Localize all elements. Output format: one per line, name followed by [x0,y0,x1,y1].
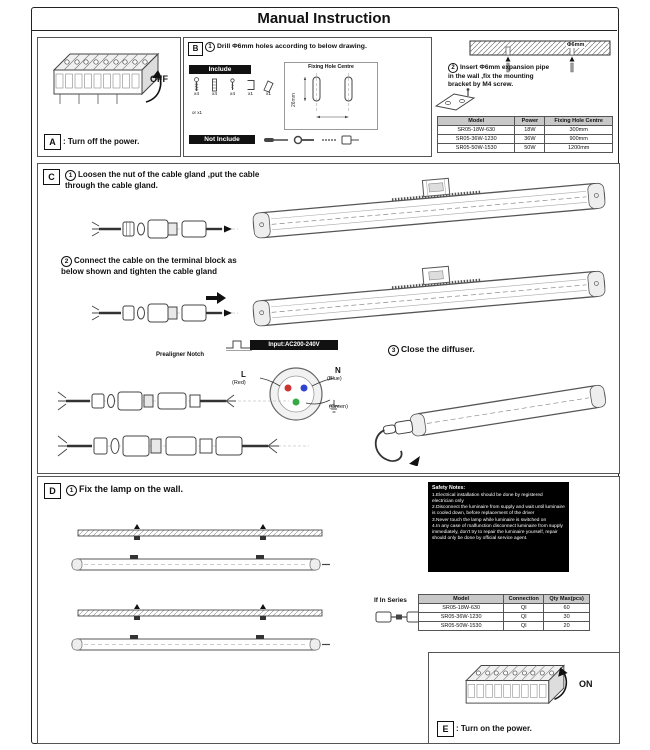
not-include-header: Not Include [189,135,255,144]
include-qty: x4 [229,92,236,97]
lamp-closed-diagram [368,358,618,466]
step-text: Close the diffuser. [401,344,475,354]
neutral-label: N [335,366,341,375]
header-cell: Connection [504,595,544,604]
include-qty: x1 [247,92,254,97]
step-c3 [388,344,475,356]
lamp-open-diagram-1 [243,164,617,256]
cell-model: SR05-18W-630 [438,126,515,135]
live-color-label: (Red) [232,380,246,386]
table-header-row [438,117,613,126]
on-label: ON [579,679,593,689]
step-number: 1 [66,485,77,496]
include-header: Include [189,65,251,74]
step-number: 1 [65,170,76,181]
section-c [37,163,620,474]
section-d-label: D [44,483,61,499]
cell-model: SR05-50W-1530 [419,622,504,631]
terminal-block-on-diagram [455,658,575,720]
table-row [438,135,613,144]
cell-model: SR05-50W-1530 [438,144,515,153]
step-number: 2 [448,63,458,73]
fixing-hole-centre-box [284,62,378,130]
earth-color-label: (Green) [329,404,348,410]
lamp-open-diagram-2 [243,250,617,346]
live-label: L [241,370,246,379]
safety-note-line: 2.Disconnect the luminaire from supply and wait until luminaire is cooled down, before replacement of the driver [432,505,565,517]
fixing-hole-centre-title: Fixing Hole Centre [308,64,354,70]
tools-icons [262,132,374,148]
cell-qty: 30 [544,613,590,622]
step-number: 2 [61,256,72,267]
step-c2 [61,256,241,277]
step-text: Fix the lamp on the wall. [79,484,184,494]
safety-note-line: 1.Electrical installation should be done by registered electrician only [432,492,543,504]
section-b [183,37,432,157]
step-text: Connect the cable on the terminal block as below shown and tighten the cable gland [61,256,237,276]
if-in-series-label: If In Series [374,597,407,604]
wall-hole-dim: Φ6mm [567,42,585,48]
table-row [438,144,613,153]
include-note: or x1 [192,110,203,115]
safety-notes [428,482,569,572]
connector-exploded-1 [56,382,291,420]
include-item [207,77,222,98]
clip-icon [244,77,257,93]
cell-connection: QI [504,613,544,622]
cell-connection: QI [504,604,544,613]
section-a-caption: : Turn off the power. [63,137,140,146]
expansion-pipe-icon [208,77,221,93]
include-item [261,77,276,98]
include-item [189,77,204,98]
include-qty: x4 [193,92,200,97]
mounting-rail-diagram-1 [76,523,324,543]
cell-model: SR05-36W-1230 [419,613,504,622]
section-e-label: E [437,721,454,737]
cell-hole-centre: 300mm [545,126,613,135]
series-qty-table [418,594,590,631]
table-header-row [419,595,590,604]
include-items [189,77,276,98]
safety-notes-title: Safety Notes: [432,485,466,491]
cell-power: 18W [515,126,545,135]
header-cell: Model [419,595,504,604]
step-b2 [448,63,554,90]
header-cell: Qty Max(pcs) [544,595,590,604]
mounting-bracket-diagram [432,88,478,114]
cell-hole-centre: 900mm [545,135,613,144]
mounting-rail-diagram-2 [76,603,324,623]
include-item [225,77,240,98]
section-a [37,37,181,157]
cell-hole-centre: 1200mm [545,144,613,153]
step-b1 [205,42,367,52]
table-row [438,126,613,135]
safety-note-line: 4.In any case of malfunction disconnect luminaire from supply immediately, don't try to repair the luminaire yourself, repair should only be done by official service agent. [432,523,563,542]
cell-qty: 60 [544,604,590,613]
step-number: 1 [205,42,215,52]
include-qty: x4 [211,92,218,97]
section-a-label: A [44,134,61,150]
step-text: Drill Φ6mm holes according to below drawing. [217,43,367,50]
lamp-wall-diagram-2 [70,633,332,655]
lamp-wall-diagram-1 [70,553,332,575]
cell-connection: QI [504,622,544,631]
include-qty: x1 [265,92,272,97]
table-row [419,604,590,613]
table-row [419,622,590,631]
page-title: Manual Instruction [31,7,617,31]
header-cell: Model [438,117,515,126]
table-row [419,613,590,622]
bracket-icon [262,77,275,93]
header-cell: Fixing Hole Centre [545,117,613,126]
fixing-hole-table [437,116,613,153]
fixing-hole-drawing [285,71,375,125]
neutral-color-label: (Blue) [327,376,342,382]
neutral-terminal-dot [301,385,308,392]
cell-model: SR05-36W-1230 [438,135,515,144]
cell-qty: 20 [544,622,590,631]
prealigner-notch-label: Prealigner Notch [156,352,205,358]
dim-26mm: 26mm [291,93,297,107]
section-e-caption: : Turn on the power. [456,724,532,733]
connector-exploded-2 [56,424,311,468]
cell-power: 36W [515,135,545,144]
header-cell: Power [515,117,545,126]
cable-gland-exploded-1 [90,212,240,246]
step-number: 3 [388,345,399,356]
cell-power: 50W [515,144,545,153]
earth-terminal-dot [293,399,300,406]
cell-model: SR05-18W-630 [419,604,504,613]
step-d1 [66,484,183,496]
series-connection-diagram [374,607,424,627]
section-e [428,652,620,744]
step-text: Insert Φ6mm expansion pipe in the wall ,fix the mounting bracket by M4 screw. [448,64,550,89]
safety-note-line: 3.Never touch the lamp while luminaire is switched on [432,517,547,523]
input-voltage-label: Input:AC200-240V [250,340,338,350]
terminal-block-off-diagram [46,46,166,112]
step-text: Loosen the nut of the cable gland ,put the cable through the cable gland. [65,170,260,190]
off-label: OFF [150,74,168,84]
section-c-label: C [43,169,60,185]
step-c1 [65,170,263,191]
screw-small-icon [226,77,239,93]
include-item [243,77,258,98]
cable-gland-exploded-2 [90,296,240,330]
screw-icon [190,77,203,93]
section-b-label: B [188,42,203,56]
